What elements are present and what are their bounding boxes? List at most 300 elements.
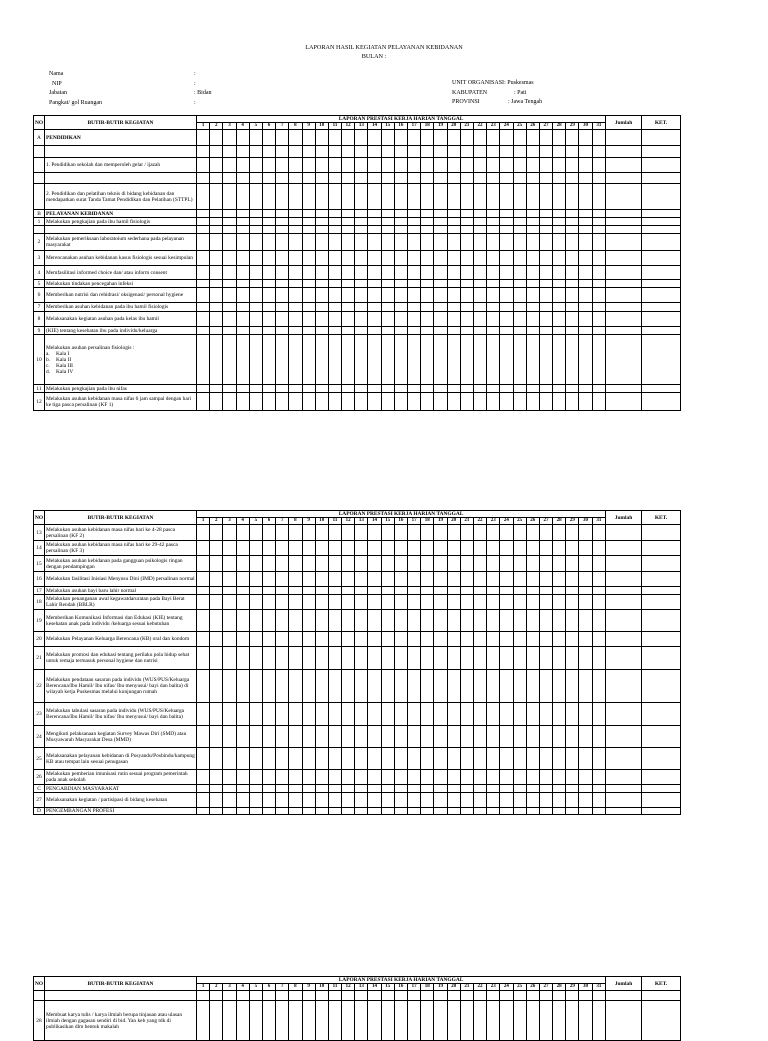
entry-cell[interactable]	[315, 991, 328, 1001]
entry-cell[interactable]	[342, 335, 355, 385]
entry-cell[interactable]	[566, 327, 579, 335]
entry-cell[interactable]	[223, 595, 236, 610]
entry-cell[interactable]	[579, 703, 592, 726]
entry-cell[interactable]	[460, 541, 473, 556]
entry-cell[interactable]	[526, 587, 539, 595]
entry-cell[interactable]	[368, 393, 381, 411]
entry-cell[interactable]	[276, 525, 289, 541]
entry-cell[interactable]	[642, 288, 681, 303]
entry-cell[interactable]	[434, 218, 447, 226]
entry-cell[interactable]	[302, 251, 315, 266]
entry-cell[interactable]	[579, 632, 592, 647]
entry-cell[interactable]	[473, 595, 486, 610]
entry-cell[interactable]	[368, 647, 381, 670]
entry-cell[interactable]	[276, 785, 289, 793]
entry-cell[interactable]	[368, 670, 381, 703]
entry-cell[interactable]	[487, 748, 500, 770]
entry-cell[interactable]	[249, 335, 262, 385]
entry-cell[interactable]	[394, 130, 407, 146]
entry-cell[interactable]	[262, 146, 275, 158]
entry-cell[interactable]	[276, 146, 289, 158]
entry-cell[interactable]	[302, 556, 315, 572]
entry-cell[interactable]	[342, 670, 355, 703]
entry-cell[interactable]	[487, 130, 500, 146]
entry-cell[interactable]	[381, 130, 394, 146]
entry-cell[interactable]	[553, 808, 566, 815]
entry-cell[interactable]	[262, 808, 275, 815]
entry-cell[interactable]	[526, 158, 539, 173]
entry-cell[interactable]	[566, 251, 579, 266]
entry-cell[interactable]	[210, 393, 223, 411]
entry-cell[interactable]	[487, 173, 500, 184]
entry-cell[interactable]	[394, 385, 407, 393]
entry-cell[interactable]	[381, 525, 394, 541]
entry-cell[interactable]	[500, 541, 513, 556]
entry-cell[interactable]	[460, 991, 473, 1001]
entry-cell[interactable]	[368, 266, 381, 280]
entry-cell[interactable]	[421, 703, 434, 726]
entry-cell[interactable]	[500, 991, 513, 1001]
entry-cell[interactable]	[276, 793, 289, 808]
entry-cell[interactable]	[566, 595, 579, 610]
entry-cell[interactable]	[447, 210, 460, 218]
entry-cell[interactable]	[513, 303, 526, 312]
entry-cell[interactable]	[381, 793, 394, 808]
entry-cell[interactable]	[342, 808, 355, 815]
entry-cell[interactable]	[606, 703, 642, 726]
entry-cell[interactable]	[210, 1001, 223, 1041]
entry-cell[interactable]	[487, 303, 500, 312]
entry-cell[interactable]	[487, 770, 500, 785]
entry-cell[interactable]	[579, 770, 592, 785]
entry-cell[interactable]	[210, 184, 223, 210]
entry-cell[interactable]	[513, 312, 526, 327]
entry-cell[interactable]	[289, 670, 302, 703]
entry-cell[interactable]	[434, 1001, 447, 1041]
entry-cell[interactable]	[408, 670, 421, 703]
entry-cell[interactable]	[579, 226, 592, 234]
entry-cell[interactable]	[355, 288, 368, 303]
entry-cell[interactable]	[236, 226, 249, 234]
entry-cell[interactable]	[434, 726, 447, 748]
entry-cell[interactable]	[500, 793, 513, 808]
entry-cell[interactable]	[289, 703, 302, 726]
entry-cell[interactable]	[606, 726, 642, 748]
entry-cell[interactable]	[642, 1001, 681, 1041]
entry-cell[interactable]	[408, 335, 421, 385]
entry-cell[interactable]	[197, 785, 210, 793]
entry-cell[interactable]	[579, 158, 592, 173]
entry-cell[interactable]	[460, 770, 473, 785]
entry-cell[interactable]	[592, 991, 605, 1001]
entry-cell[interactable]	[289, 587, 302, 595]
entry-cell[interactable]	[210, 610, 223, 632]
entry-cell[interactable]	[197, 793, 210, 808]
entry-cell[interactable]	[500, 335, 513, 385]
entry-cell[interactable]	[197, 647, 210, 670]
entry-cell[interactable]	[394, 726, 407, 748]
entry-cell[interactable]	[342, 251, 355, 266]
entry-cell[interactable]	[197, 280, 210, 288]
entry-cell[interactable]	[487, 991, 500, 1001]
entry-cell[interactable]	[539, 595, 552, 610]
entry-cell[interactable]	[592, 385, 605, 393]
entry-cell[interactable]	[394, 748, 407, 770]
entry-cell[interactable]	[539, 808, 552, 815]
entry-cell[interactable]	[249, 991, 262, 1001]
entry-cell[interactable]	[606, 226, 642, 234]
entry-cell[interactable]	[553, 385, 566, 393]
entry-cell[interactable]	[539, 1001, 552, 1041]
entry-cell[interactable]	[394, 393, 407, 411]
entry-cell[interactable]	[276, 770, 289, 785]
entry-cell[interactable]	[381, 541, 394, 556]
entry-cell[interactable]	[579, 210, 592, 218]
entry-cell[interactable]	[434, 327, 447, 335]
entry-cell[interactable]	[592, 303, 605, 312]
entry-cell[interactable]	[355, 251, 368, 266]
entry-cell[interactable]	[500, 234, 513, 251]
entry-cell[interactable]	[500, 595, 513, 610]
entry-cell[interactable]	[197, 703, 210, 726]
entry-cell[interactable]	[434, 280, 447, 288]
entry-cell[interactable]	[408, 266, 421, 280]
entry-cell[interactable]	[197, 173, 210, 184]
entry-cell[interactable]	[328, 572, 341, 587]
entry-cell[interactable]	[328, 266, 341, 280]
entry-cell[interactable]	[262, 541, 275, 556]
entry-cell[interactable]	[381, 335, 394, 385]
entry-cell[interactable]	[579, 793, 592, 808]
entry-cell[interactable]	[553, 991, 566, 1001]
entry-cell[interactable]	[421, 587, 434, 595]
entry-cell[interactable]	[513, 226, 526, 234]
entry-cell[interactable]	[606, 335, 642, 385]
entry-cell[interactable]	[553, 525, 566, 541]
entry-cell[interactable]	[487, 595, 500, 610]
entry-cell[interactable]	[447, 610, 460, 632]
entry-cell[interactable]	[606, 793, 642, 808]
entry-cell[interactable]	[473, 327, 486, 335]
entry-cell[interactable]	[249, 280, 262, 288]
entry-cell[interactable]	[262, 184, 275, 210]
entry-cell[interactable]	[421, 748, 434, 770]
entry-cell[interactable]	[355, 808, 368, 815]
entry-cell[interactable]	[487, 158, 500, 173]
entry-cell[interactable]	[342, 785, 355, 793]
entry-cell[interactable]	[262, 288, 275, 303]
entry-cell[interactable]	[249, 703, 262, 726]
entry-cell[interactable]	[223, 393, 236, 411]
entry-cell[interactable]	[289, 785, 302, 793]
entry-cell[interactable]	[236, 670, 249, 703]
entry-cell[interactable]	[315, 632, 328, 647]
entry-cell[interactable]	[553, 726, 566, 748]
entry-cell[interactable]	[276, 808, 289, 815]
entry-cell[interactable]	[566, 991, 579, 1001]
entry-cell[interactable]	[276, 541, 289, 556]
entry-cell[interactable]	[223, 130, 236, 146]
entry-cell[interactable]	[315, 647, 328, 670]
entry-cell[interactable]	[262, 393, 275, 411]
entry-cell[interactable]	[315, 610, 328, 632]
entry-cell[interactable]	[447, 335, 460, 385]
entry-cell[interactable]	[579, 218, 592, 226]
entry-cell[interactable]	[434, 770, 447, 785]
entry-cell[interactable]	[197, 541, 210, 556]
entry-cell[interactable]	[539, 385, 552, 393]
entry-cell[interactable]	[328, 541, 341, 556]
entry-cell[interactable]	[249, 385, 262, 393]
entry-cell[interactable]	[460, 632, 473, 647]
entry-cell[interactable]	[289, 556, 302, 572]
entry-cell[interactable]	[447, 541, 460, 556]
entry-cell[interactable]	[355, 541, 368, 556]
entry-cell[interactable]	[642, 280, 681, 288]
entry-cell[interactable]	[262, 251, 275, 266]
entry-cell[interactable]	[368, 288, 381, 303]
entry-cell[interactable]	[539, 280, 552, 288]
entry-cell[interactable]	[526, 525, 539, 541]
entry-cell[interactable]	[197, 632, 210, 647]
entry-cell[interactable]	[460, 210, 473, 218]
entry-cell[interactable]	[592, 1001, 605, 1041]
entry-cell[interactable]	[276, 158, 289, 173]
entry-cell[interactable]	[302, 226, 315, 234]
entry-cell[interactable]	[302, 610, 315, 632]
entry-cell[interactable]	[342, 525, 355, 541]
entry-cell[interactable]	[473, 266, 486, 280]
entry-cell[interactable]	[249, 632, 262, 647]
entry-cell[interactable]	[487, 647, 500, 670]
entry-cell[interactable]	[421, 335, 434, 385]
entry-cell[interactable]	[368, 226, 381, 234]
entry-cell[interactable]	[315, 173, 328, 184]
entry-cell[interactable]	[473, 130, 486, 146]
entry-cell[interactable]	[566, 808, 579, 815]
entry-cell[interactable]	[487, 393, 500, 411]
entry-cell[interactable]	[328, 173, 341, 184]
entry-cell[interactable]	[408, 280, 421, 288]
entry-cell[interactable]	[606, 610, 642, 632]
entry-cell[interactable]	[328, 280, 341, 288]
entry-cell[interactable]	[368, 770, 381, 785]
entry-cell[interactable]	[289, 312, 302, 327]
entry-cell[interactable]	[434, 234, 447, 251]
entry-cell[interactable]	[236, 280, 249, 288]
entry-cell[interactable]	[473, 312, 486, 327]
entry-cell[interactable]	[236, 595, 249, 610]
entry-cell[interactable]	[539, 556, 552, 572]
entry-cell[interactable]	[394, 556, 407, 572]
entry-cell[interactable]	[381, 173, 394, 184]
entry-cell[interactable]	[197, 288, 210, 303]
entry-cell[interactable]	[579, 556, 592, 572]
entry-cell[interactable]	[408, 726, 421, 748]
entry-cell[interactable]	[328, 670, 341, 703]
entry-cell[interactable]	[526, 288, 539, 303]
entry-cell[interactable]	[513, 595, 526, 610]
entry-cell[interactable]	[513, 251, 526, 266]
entry-cell[interactable]	[606, 251, 642, 266]
entry-cell[interactable]	[642, 587, 681, 595]
entry-cell[interactable]	[276, 670, 289, 703]
entry-cell[interactable]	[566, 785, 579, 793]
entry-cell[interactable]	[408, 184, 421, 210]
entry-cell[interactable]	[526, 393, 539, 411]
entry-cell[interactable]	[606, 385, 642, 393]
entry-cell[interactable]	[197, 572, 210, 587]
entry-cell[interactable]	[553, 670, 566, 703]
entry-cell[interactable]	[526, 572, 539, 587]
entry-cell[interactable]	[197, 251, 210, 266]
entry-cell[interactable]	[236, 525, 249, 541]
entry-cell[interactable]	[381, 251, 394, 266]
entry-cell[interactable]	[328, 556, 341, 572]
entry-cell[interactable]	[642, 303, 681, 312]
entry-cell[interactable]	[249, 130, 262, 146]
entry-cell[interactable]	[606, 991, 642, 1001]
entry-cell[interactable]	[328, 130, 341, 146]
entry-cell[interactable]	[460, 173, 473, 184]
entry-cell[interactable]	[210, 793, 223, 808]
entry-cell[interactable]	[236, 1001, 249, 1041]
entry-cell[interactable]	[473, 158, 486, 173]
entry-cell[interactable]	[223, 251, 236, 266]
entry-cell[interactable]	[447, 632, 460, 647]
entry-cell[interactable]	[368, 808, 381, 815]
entry-cell[interactable]	[460, 184, 473, 210]
entry-cell[interactable]	[262, 595, 275, 610]
entry-cell[interactable]	[223, 587, 236, 595]
entry-cell[interactable]	[315, 288, 328, 303]
entry-cell[interactable]	[642, 793, 681, 808]
entry-cell[interactable]	[421, 808, 434, 815]
entry-cell[interactable]	[210, 280, 223, 288]
entry-cell[interactable]	[328, 991, 341, 1001]
entry-cell[interactable]	[381, 703, 394, 726]
entry-cell[interactable]	[460, 335, 473, 385]
entry-cell[interactable]	[487, 218, 500, 226]
entry-cell[interactable]	[606, 288, 642, 303]
entry-cell[interactable]	[513, 556, 526, 572]
entry-cell[interactable]	[566, 1001, 579, 1041]
entry-cell[interactable]	[328, 210, 341, 218]
entry-cell[interactable]	[408, 587, 421, 595]
entry-cell[interactable]	[579, 670, 592, 703]
entry-cell[interactable]	[421, 785, 434, 793]
entry-cell[interactable]	[434, 670, 447, 703]
entry-cell[interactable]	[606, 210, 642, 218]
entry-cell[interactable]	[368, 251, 381, 266]
entry-cell[interactable]	[368, 210, 381, 218]
entry-cell[interactable]	[302, 525, 315, 541]
entry-cell[interactable]	[500, 808, 513, 815]
entry-cell[interactable]	[394, 210, 407, 218]
entry-cell[interactable]	[236, 793, 249, 808]
entry-cell[interactable]	[513, 572, 526, 587]
entry-cell[interactable]	[276, 210, 289, 218]
entry-cell[interactable]	[315, 770, 328, 785]
entry-cell[interactable]	[460, 280, 473, 288]
entry-cell[interactable]	[328, 647, 341, 670]
entry-cell[interactable]	[236, 303, 249, 312]
entry-cell[interactable]	[434, 173, 447, 184]
entry-cell[interactable]	[460, 266, 473, 280]
entry-cell[interactable]	[566, 703, 579, 726]
entry-cell[interactable]	[328, 748, 341, 770]
entry-cell[interactable]	[236, 632, 249, 647]
entry-cell[interactable]	[197, 587, 210, 595]
entry-cell[interactable]	[249, 610, 262, 632]
entry-cell[interactable]	[526, 280, 539, 288]
entry-cell[interactable]	[328, 393, 341, 411]
entry-cell[interactable]	[328, 632, 341, 647]
entry-cell[interactable]	[355, 210, 368, 218]
entry-cell[interactable]	[513, 130, 526, 146]
entry-cell[interactable]	[342, 280, 355, 288]
entry-cell[interactable]	[513, 670, 526, 703]
entry-cell[interactable]	[526, 226, 539, 234]
entry-cell[interactable]	[500, 726, 513, 748]
entry-cell[interactable]	[368, 173, 381, 184]
entry-cell[interactable]	[302, 218, 315, 226]
entry-cell[interactable]	[434, 385, 447, 393]
entry-cell[interactable]	[302, 266, 315, 280]
entry-cell[interactable]	[579, 726, 592, 748]
entry-cell[interactable]	[368, 703, 381, 726]
entry-cell[interactable]	[302, 1001, 315, 1041]
entry-cell[interactable]	[394, 610, 407, 632]
entry-cell[interactable]	[394, 335, 407, 385]
entry-cell[interactable]	[513, 173, 526, 184]
entry-cell[interactable]	[381, 280, 394, 288]
entry-cell[interactable]	[289, 218, 302, 226]
entry-cell[interactable]	[302, 670, 315, 703]
entry-cell[interactable]	[642, 146, 681, 158]
entry-cell[interactable]	[473, 632, 486, 647]
entry-cell[interactable]	[249, 312, 262, 327]
entry-cell[interactable]	[236, 210, 249, 218]
entry-cell[interactable]	[408, 146, 421, 158]
entry-cell[interactable]	[236, 130, 249, 146]
entry-cell[interactable]	[408, 210, 421, 218]
entry-cell[interactable]	[606, 541, 642, 556]
entry-cell[interactable]	[566, 303, 579, 312]
entry-cell[interactable]	[223, 610, 236, 632]
entry-cell[interactable]	[223, 288, 236, 303]
entry-cell[interactable]	[223, 146, 236, 158]
entry-cell[interactable]	[381, 808, 394, 815]
entry-cell[interactable]	[526, 312, 539, 327]
entry-cell[interactable]	[408, 1001, 421, 1041]
entry-cell[interactable]	[342, 703, 355, 726]
entry-cell[interactable]	[473, 785, 486, 793]
entry-cell[interactable]	[223, 785, 236, 793]
entry-cell[interactable]	[447, 130, 460, 146]
entry-cell[interactable]	[223, 770, 236, 785]
entry-cell[interactable]	[473, 218, 486, 226]
entry-cell[interactable]	[289, 288, 302, 303]
entry-cell[interactable]	[236, 991, 249, 1001]
entry-cell[interactable]	[262, 610, 275, 632]
entry-cell[interactable]	[197, 234, 210, 251]
entry-cell[interactable]	[302, 210, 315, 218]
entry-cell[interactable]	[236, 785, 249, 793]
entry-cell[interactable]	[421, 385, 434, 393]
entry-cell[interactable]	[539, 991, 552, 1001]
entry-cell[interactable]	[447, 288, 460, 303]
